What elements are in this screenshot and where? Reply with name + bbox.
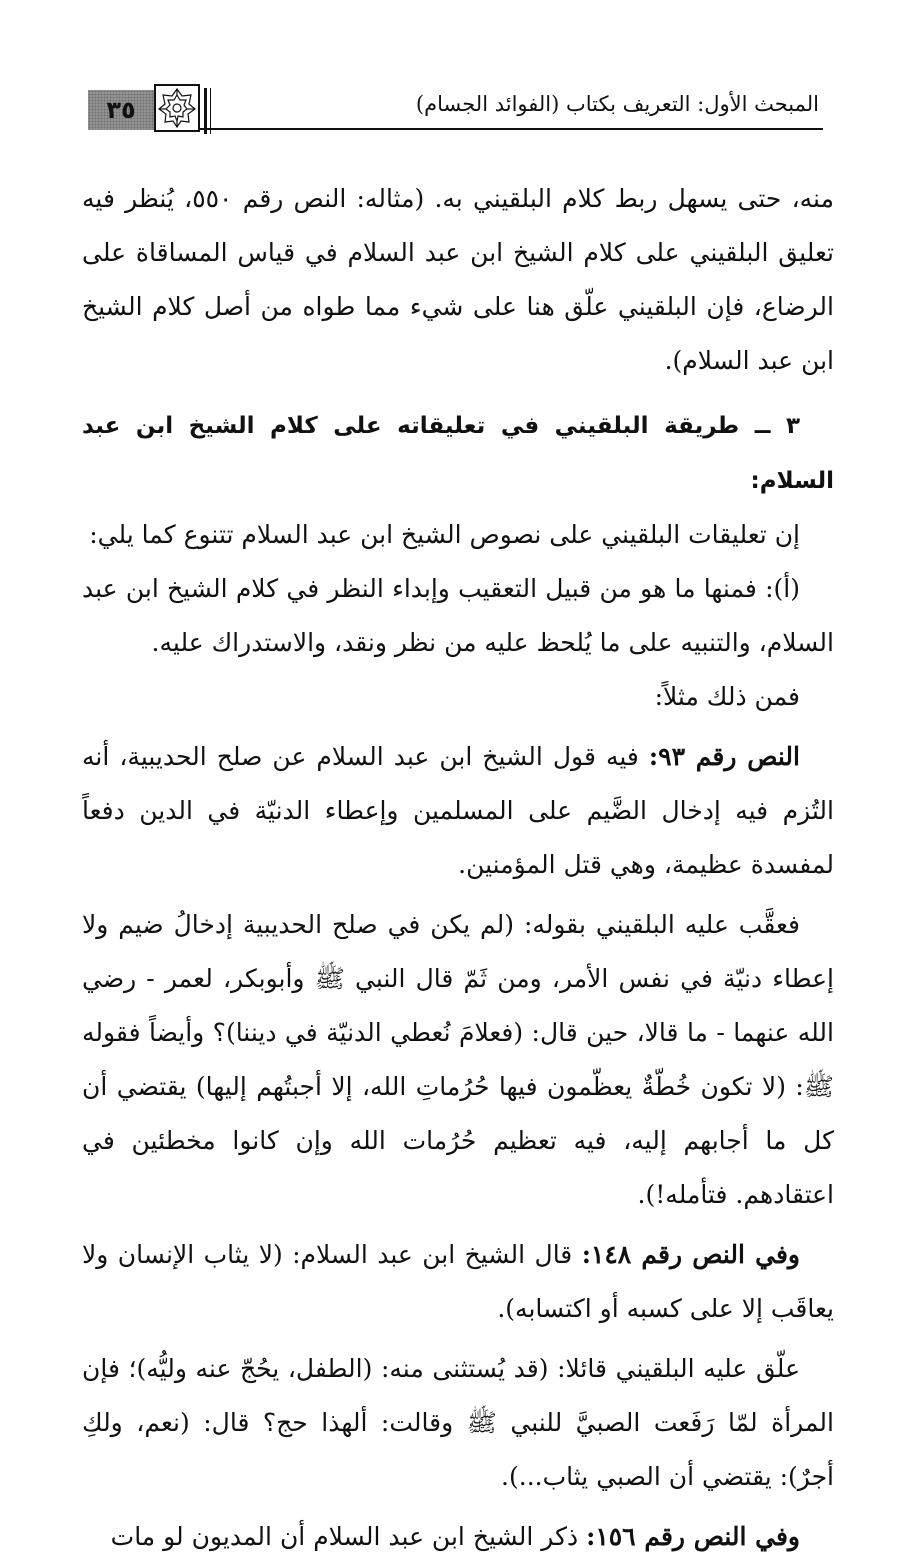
text-lead: النص رقم ٩٣: xyxy=(648,742,800,771)
text-line: الرضاع، فإن البلقيني علّق هنا على شيء مما طواه من أصل كلام الشيخ ابن xyxy=(82,292,834,375)
text-lead: وفي النص رقم ١٥٦: xyxy=(586,1522,800,1551)
text-line: (أ): فمنها ما هو من قبيل التعقيب وإبداء النظر في كلام الشيخ ابن عبد xyxy=(82,574,800,603)
running-title: المبحث الأول: التعريف بكتاب (الفوائد الجسام) xyxy=(415,92,819,116)
text-line: عبد السلام). xyxy=(664,346,794,375)
text-line: فيه قول الشيخ ابن عبد السلام عن صلح الحديبية، أنه xyxy=(82,742,649,771)
text-line: التُزم فيه إدخال الضَّيم على المسلمين وإعطاء الدنيّة في الدين دفعاً لمفسدة xyxy=(82,796,834,879)
paragraph xyxy=(82,898,834,1222)
text-line: خُطّةٌ يعظّمون فيها حُرُماتِ الله، إلا أجبتُهم إليها) يقتضي أن كل ما أجابهم xyxy=(82,1072,835,1155)
text-line: فعقَّب عليه البلقيني بقوله: (لم يكن في صلح الحديبية إدخالُ ضيم ولا xyxy=(82,910,800,939)
text-line: قالا، حين قال: (فعلامَ نُعطي الدنيّة في ديننا)؟ وأيضاً فقوله ﷺ: (لا تكون xyxy=(82,1018,834,1101)
text-line: عظيمة، وهي قتل المؤمنين. xyxy=(458,850,743,879)
text-line: المرأة لمّا رَفَعت الصبيَّ للنبي ﷺ وقالت: ألهذا حج؟ قال: (نعم، ولكِ xyxy=(82,1408,834,1437)
text-line: علّق عليه البلقيني قائلا: (قد يُستثنى منه: (الطفل، يحُجّ عنه وليُّه)؛ فإن xyxy=(82,1354,800,1383)
page-number: ٣٥ xyxy=(106,96,136,124)
paragraph xyxy=(82,562,834,670)
paragraph xyxy=(82,1510,834,1564)
paragraph xyxy=(82,172,834,388)
heading-text: ٣ ــ طريقة البلقيني في تعليقاته على كلام الشيخ ابن عبد السلام: xyxy=(82,413,834,494)
page-number-box xyxy=(88,90,154,130)
paragraph xyxy=(82,1342,834,1504)
text-line: السلام، والتنبيه على ما يُلحظ عليه من نظر ونقد، والاستدراك عليه. xyxy=(151,628,834,657)
header-rule xyxy=(200,128,823,130)
text-line: ولا يعاقَب إلا على كسبه أو اكتسابه). xyxy=(82,1240,834,1323)
paragraph xyxy=(82,1228,834,1336)
text-line: أجرٌ): يقتضي أن الصبي يثاب...). xyxy=(501,1462,834,1491)
text-line: ذكر الشيخ ابن عبد السلام أن المديون لو مات xyxy=(110,1522,587,1551)
text-line: إليه، فيه تعظيم حُرُمات الله وإن كانوا مخطئين في اعتقادهم. فتأمله!). xyxy=(82,1126,834,1209)
body-text xyxy=(82,172,834,1564)
paragraph xyxy=(82,508,834,562)
page-header xyxy=(88,84,823,134)
text-line: إن تعليقات البلقيني على نصوص الشيخ ابن عبد السلام تتنوع كما يلي: xyxy=(89,520,800,549)
paragraph xyxy=(82,670,834,724)
text-lead: وفي النص رقم ١٤٨: xyxy=(581,1240,800,1269)
text-line: فمن ذلك مثلاً: xyxy=(654,682,800,711)
geometric-star-ornament-icon xyxy=(154,84,200,132)
text-line: تعليق البلقيني على كلام الشيخ ابن عبد السلام في قياس المساقاة على xyxy=(82,238,834,267)
text-line: إعطاء دنيّة في نفس الأمر، ومن ثَمّ قال النبي ﷺ وأبوبكر، لعمر - رضي الله عنهما - ما xyxy=(82,964,834,1047)
section-heading xyxy=(82,398,834,508)
text-line: منه، حتى يسهل ربط كلام البلقيني به. (مثاله: النص رقم ٥٥٠، يُنظر فيه xyxy=(82,184,834,213)
text-line: قال الشيخ ابن عبد السلام: (لا يثاب الإنسان xyxy=(117,1240,582,1269)
paragraph xyxy=(82,730,834,892)
